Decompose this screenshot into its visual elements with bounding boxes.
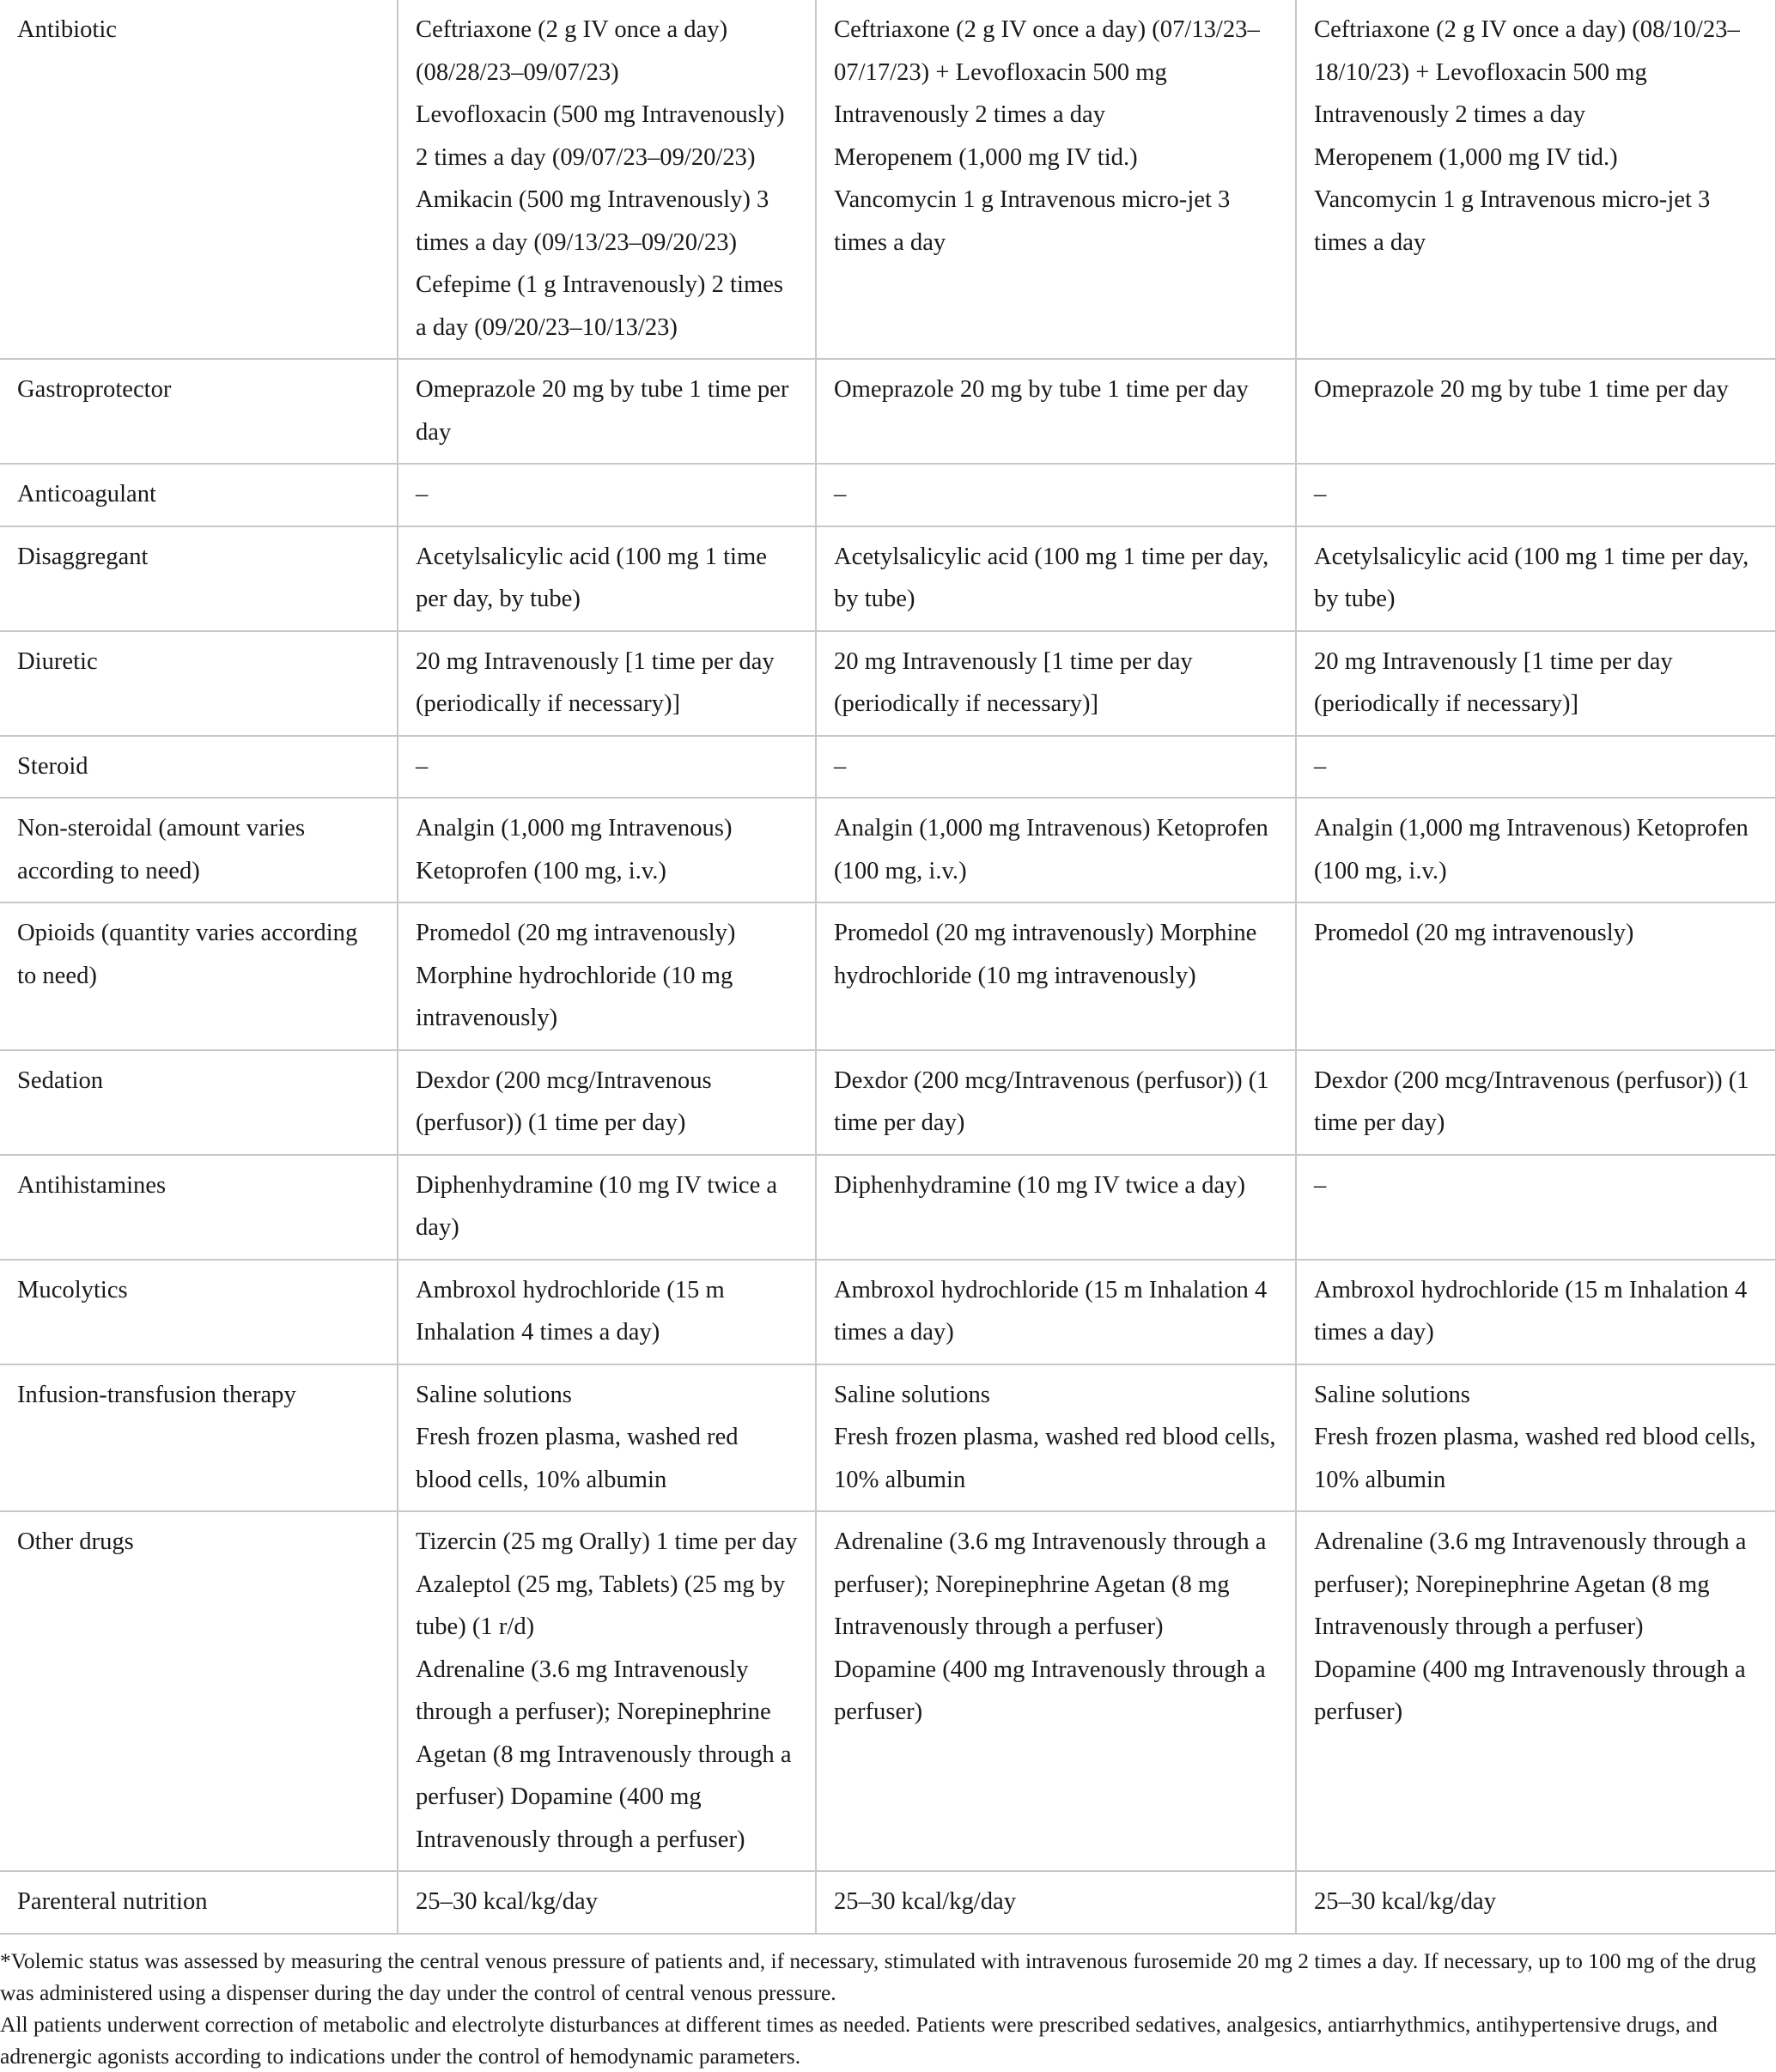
cell-line: Acetylsalicylic acid (100 mg 1 time per day, by tube) bbox=[834, 543, 1269, 612]
patient-1-cell bbox=[398, 902, 816, 1050]
table-row bbox=[0, 1511, 1776, 1871]
cell-line: Dopamine (400 mg Intravenously through a perfuser) bbox=[1314, 1656, 1746, 1725]
patient-1-cell bbox=[398, 1155, 816, 1260]
patient-3-cell bbox=[1296, 798, 1776, 902]
cell-line: Omeprazole 20 mg by tube 1 time per day bbox=[416, 376, 789, 446]
patient-3-cell bbox=[1296, 1871, 1776, 1934]
cell-line: Cefepime (1 g Intravenously) 2 times a day (09/20/23–10/13/23) bbox=[416, 271, 783, 341]
patient-3-cell bbox=[1296, 1155, 1776, 1260]
cell-line: Fresh frozen plasma, washed red blood cells, 10% albumin bbox=[1314, 1424, 1756, 1493]
drug-category-cell: Sedation bbox=[0, 1050, 398, 1155]
cell-line: Acetylsalicylic acid (100 mg 1 time per day, by tube) bbox=[416, 543, 767, 612]
cell-line: – bbox=[416, 752, 429, 780]
patient-2-cell bbox=[816, 631, 1296, 736]
patient-1-cell bbox=[398, 798, 816, 902]
cell-line: Ambroxol hydrochloride (15 m Inhalation 4 times a day) bbox=[1314, 1276, 1748, 1346]
patient-1-cell bbox=[398, 736, 816, 799]
table-footnotes bbox=[0, 1935, 1776, 2072]
cell-line: Ceftriaxone (2 g IV once a day) (07/13/23–07/17/23) + Levofloxacin 500 mg Intravenously 2 times a day bbox=[834, 16, 1260, 128]
table-row bbox=[0, 0, 1776, 359]
patient-3-cell bbox=[1296, 1511, 1776, 1871]
table-row bbox=[0, 1050, 1776, 1155]
cell-line: Dexdor (200 mcg/Intravenous (perfusor)) (1 time per day) bbox=[834, 1066, 1269, 1136]
cell-line: Dopamine (400 mg Intravenously through a perfuser) bbox=[834, 1656, 1266, 1725]
drug-category-cell: Opioids (quantity varies according to need) bbox=[0, 902, 398, 1050]
patient-2-cell bbox=[816, 464, 1296, 526]
drug-category-cell: Disaggregant bbox=[0, 526, 398, 631]
table-row bbox=[0, 1364, 1776, 1512]
patient-2-cell bbox=[816, 1155, 1296, 1260]
table-row bbox=[0, 736, 1776, 799]
drug-category-cell: Antihistamines bbox=[0, 1155, 398, 1260]
patient-2-cell bbox=[816, 902, 1296, 1050]
patient-2-cell bbox=[816, 526, 1296, 631]
patient-3-cell bbox=[1296, 1050, 1776, 1155]
patient-3-cell bbox=[1296, 1260, 1776, 1364]
patient-2-cell bbox=[816, 359, 1296, 464]
drug-category-cell: Other drugs bbox=[0, 1511, 398, 1871]
drug-category-cell: Antibiotic bbox=[0, 0, 398, 359]
patient-1-cell bbox=[398, 1050, 816, 1155]
footnote-correction: All patients underwent correction of metabolic and electrolyte disturbances at different times as needed. Patients were prescribed sedatives, analgesics, antiarrhythmics, antihypertensive drugs, and adrenergic agonists according to indications under the control of hemodynamic parameters. bbox=[0, 2011, 1718, 2069]
patient-3-cell bbox=[1296, 464, 1776, 526]
cell-line: Tizercin (25 mg Orally) 1 time per day bbox=[416, 1528, 798, 1555]
cell-line: Diphenhydramine (10 mg IV twice a day) bbox=[834, 1171, 1246, 1199]
cell-line: Dexdor (200 mcg/Intravenous (perfusor)) (1 time per day) bbox=[1314, 1066, 1749, 1136]
drug-category-cell: Gastroprotector bbox=[0, 359, 398, 464]
patient-2-cell bbox=[816, 798, 1296, 902]
patient-2-cell bbox=[816, 1260, 1296, 1364]
cell-line: Dexdor (200 mcg/Intravenous (perfusor)) (1 time per day) bbox=[416, 1066, 712, 1136]
patient-3-cell bbox=[1296, 1364, 1776, 1512]
cell-line: Ceftriaxone (2 g IV once a day) (08/28/23–09/07/23) bbox=[416, 16, 728, 86]
cell-line: Vancomycin 1 g Intravenous micro-jet 3 times a day bbox=[834, 186, 1231, 256]
cell-line: Promedol (20 mg intravenously) bbox=[1314, 920, 1634, 946]
cell-line: Saline solutions bbox=[1314, 1381, 1470, 1408]
patient-1-cell bbox=[398, 464, 816, 526]
patient-2-cell bbox=[816, 0, 1296, 359]
table-row bbox=[0, 798, 1776, 902]
cell-line: Acetylsalicylic acid (100 mg 1 time per day, by tube) bbox=[1314, 543, 1749, 612]
patient-3-cell bbox=[1296, 359, 1776, 464]
table-row bbox=[0, 902, 1776, 1050]
patient-2-cell bbox=[816, 736, 1296, 799]
patient-3-cell bbox=[1296, 0, 1776, 359]
patient-1-cell bbox=[398, 0, 816, 359]
patient-3-cell bbox=[1296, 902, 1776, 1050]
table-row bbox=[0, 1871, 1776, 1934]
drug-category-cell: Steroid bbox=[0, 736, 398, 799]
drug-category-cell: Infusion-transfusion therapy bbox=[0, 1364, 398, 1512]
cell-line: Vancomycin 1 g Intravenous micro-jet 3 times a day bbox=[1314, 186, 1711, 256]
patient-1-cell bbox=[398, 1364, 816, 1512]
cell-line: Saline solutions bbox=[834, 1381, 990, 1408]
cell-line: Adrenaline (3.6 mg Intravenously through a perfuser); Norepinephrine Agetan (8 mg Intravenously through a perfuser) bbox=[834, 1528, 1267, 1640]
cell-line: Analgin (1,000 mg Intravenous) Ketoprofen (100 mg, i.v.) bbox=[834, 815, 1268, 884]
table-row bbox=[0, 1260, 1776, 1364]
cell-line: Azaleptol (25 mg, Tablets) (25 mg by tube) (1 r/d) bbox=[416, 1571, 786, 1640]
cell-line: Ambroxol hydrochloride (15 m Inhalation 4 times a day) bbox=[416, 1276, 725, 1346]
drug-category-cell: Anticoagulant bbox=[0, 464, 398, 526]
patient-2-cell bbox=[816, 1511, 1296, 1871]
cell-line: Levofloxacin (500 mg Intravenously) 2 times a day (09/07/23–09/20/23) bbox=[416, 101, 785, 171]
patient-3-cell bbox=[1296, 631, 1776, 736]
cell-line: 25–30 kcal/kg/day bbox=[834, 1888, 1017, 1915]
cell-line: Saline solutions bbox=[416, 1381, 572, 1408]
cell-line: 20 mg Intravenously [1 time per day (periodically if necessary)] bbox=[416, 647, 775, 717]
cell-line: Amikacin (500 mg Intravenously) 3 times a day (09/13/23–09/20/23) bbox=[416, 186, 769, 256]
cell-line: Omeprazole 20 mg by tube 1 time per day bbox=[1314, 376, 1729, 403]
footnote-volemic: *Volemic status was assessed by measuring the central venous pressure of patients and, if necessary, stimulated with intravenous furosemide 20 mg 2 times a day. If necessary, up to 100 mg of the drug was administered using a dispenser during the day under the control of central venous pressure. bbox=[0, 1947, 1756, 2005]
patient-1-cell bbox=[398, 526, 816, 631]
cell-line: Promedol (20 mg intravenously) Morphine hydrochloride (10 mg intravenously) bbox=[834, 920, 1257, 989]
table-row bbox=[0, 1155, 1776, 1260]
cell-line: – bbox=[834, 481, 847, 507]
patient-1-cell bbox=[398, 631, 816, 736]
cell-line: 25–30 kcal/kg/day bbox=[1314, 1888, 1497, 1915]
cell-line: Adrenaline (3.6 mg Intravenously through a perfuser); Norepinephrine Agetan (8 mg Intravenously through a perfuser) Dopamine (400 mg Intravenously through a perfuser) bbox=[416, 1656, 792, 1853]
drug-category-cell: Mucolytics bbox=[0, 1260, 398, 1364]
patient-1-cell bbox=[398, 1511, 816, 1871]
drug-category-cell: Diuretic bbox=[0, 631, 398, 736]
cell-line: Adrenaline (3.6 mg Intravenously through a perfuser); Norepinephrine Agetan (8 mg Intravenously through a perfuser) bbox=[1314, 1528, 1747, 1640]
patient-3-cell bbox=[1296, 736, 1776, 799]
cell-line: Fresh frozen plasma, washed red blood cells, 10% albumin bbox=[834, 1424, 1276, 1493]
patient-1-cell bbox=[398, 1260, 816, 1364]
cell-line: – bbox=[416, 481, 429, 507]
cell-line: Fresh frozen plasma, washed red blood cells, 10% albumin bbox=[416, 1424, 739, 1493]
cell-line: Meropenem (1,000 mg IV tid.) bbox=[1314, 143, 1618, 171]
cell-line: – bbox=[1314, 1171, 1327, 1199]
cell-line: 20 mg Intravenously [1 time per day (periodically if necessary)] bbox=[834, 647, 1193, 717]
cell-line: 25–30 kcal/kg/day bbox=[416, 1888, 599, 1915]
drug-category-cell: Non-steroidal (amount varies according to need) bbox=[0, 798, 398, 902]
cell-line: Analgin (1,000 mg Intravenous) Ketoprofen (100 mg, i.v.) bbox=[416, 815, 733, 884]
patient-1-cell bbox=[398, 359, 816, 464]
patient-3-cell bbox=[1296, 526, 1776, 631]
cell-line: Meropenem (1,000 mg IV tid.) bbox=[834, 143, 1138, 171]
patient-2-cell bbox=[816, 1871, 1296, 1934]
patient-1-cell bbox=[398, 1871, 816, 1934]
cell-line: 20 mg Intravenously [1 time per day (periodically if necessary)] bbox=[1314, 647, 1673, 717]
cell-line: Ceftriaxone (2 g IV once a day) (08/10/23–18/10/23) + Levofloxacin 500 mg Intravenously 2 times a day bbox=[1314, 16, 1740, 128]
cell-line: Ambroxol hydrochloride (15 m Inhalation 4 times a day) bbox=[834, 1276, 1268, 1346]
drug-category-cell: Parenteral nutrition bbox=[0, 1871, 398, 1934]
cell-line: Omeprazole 20 mg by tube 1 time per day bbox=[834, 376, 1249, 403]
cell-line: Analgin (1,000 mg Intravenous) Ketoprofen (100 mg, i.v.) bbox=[1314, 815, 1749, 884]
cell-line: – bbox=[834, 752, 847, 780]
cell-line: Promedol (20 mg intravenously) Morphine hydrochloride (10 mg intravenously) bbox=[416, 920, 736, 1031]
patient-2-cell bbox=[816, 1364, 1296, 1512]
table-row bbox=[0, 631, 1776, 736]
cell-line: – bbox=[1314, 752, 1327, 780]
cell-line: – bbox=[1314, 481, 1327, 507]
table-row bbox=[0, 359, 1776, 464]
table-row bbox=[0, 464, 1776, 526]
table-row bbox=[0, 526, 1776, 631]
cell-line: Diphenhydramine (10 mg IV twice a day) bbox=[416, 1171, 778, 1241]
patient-2-cell bbox=[816, 1050, 1296, 1155]
